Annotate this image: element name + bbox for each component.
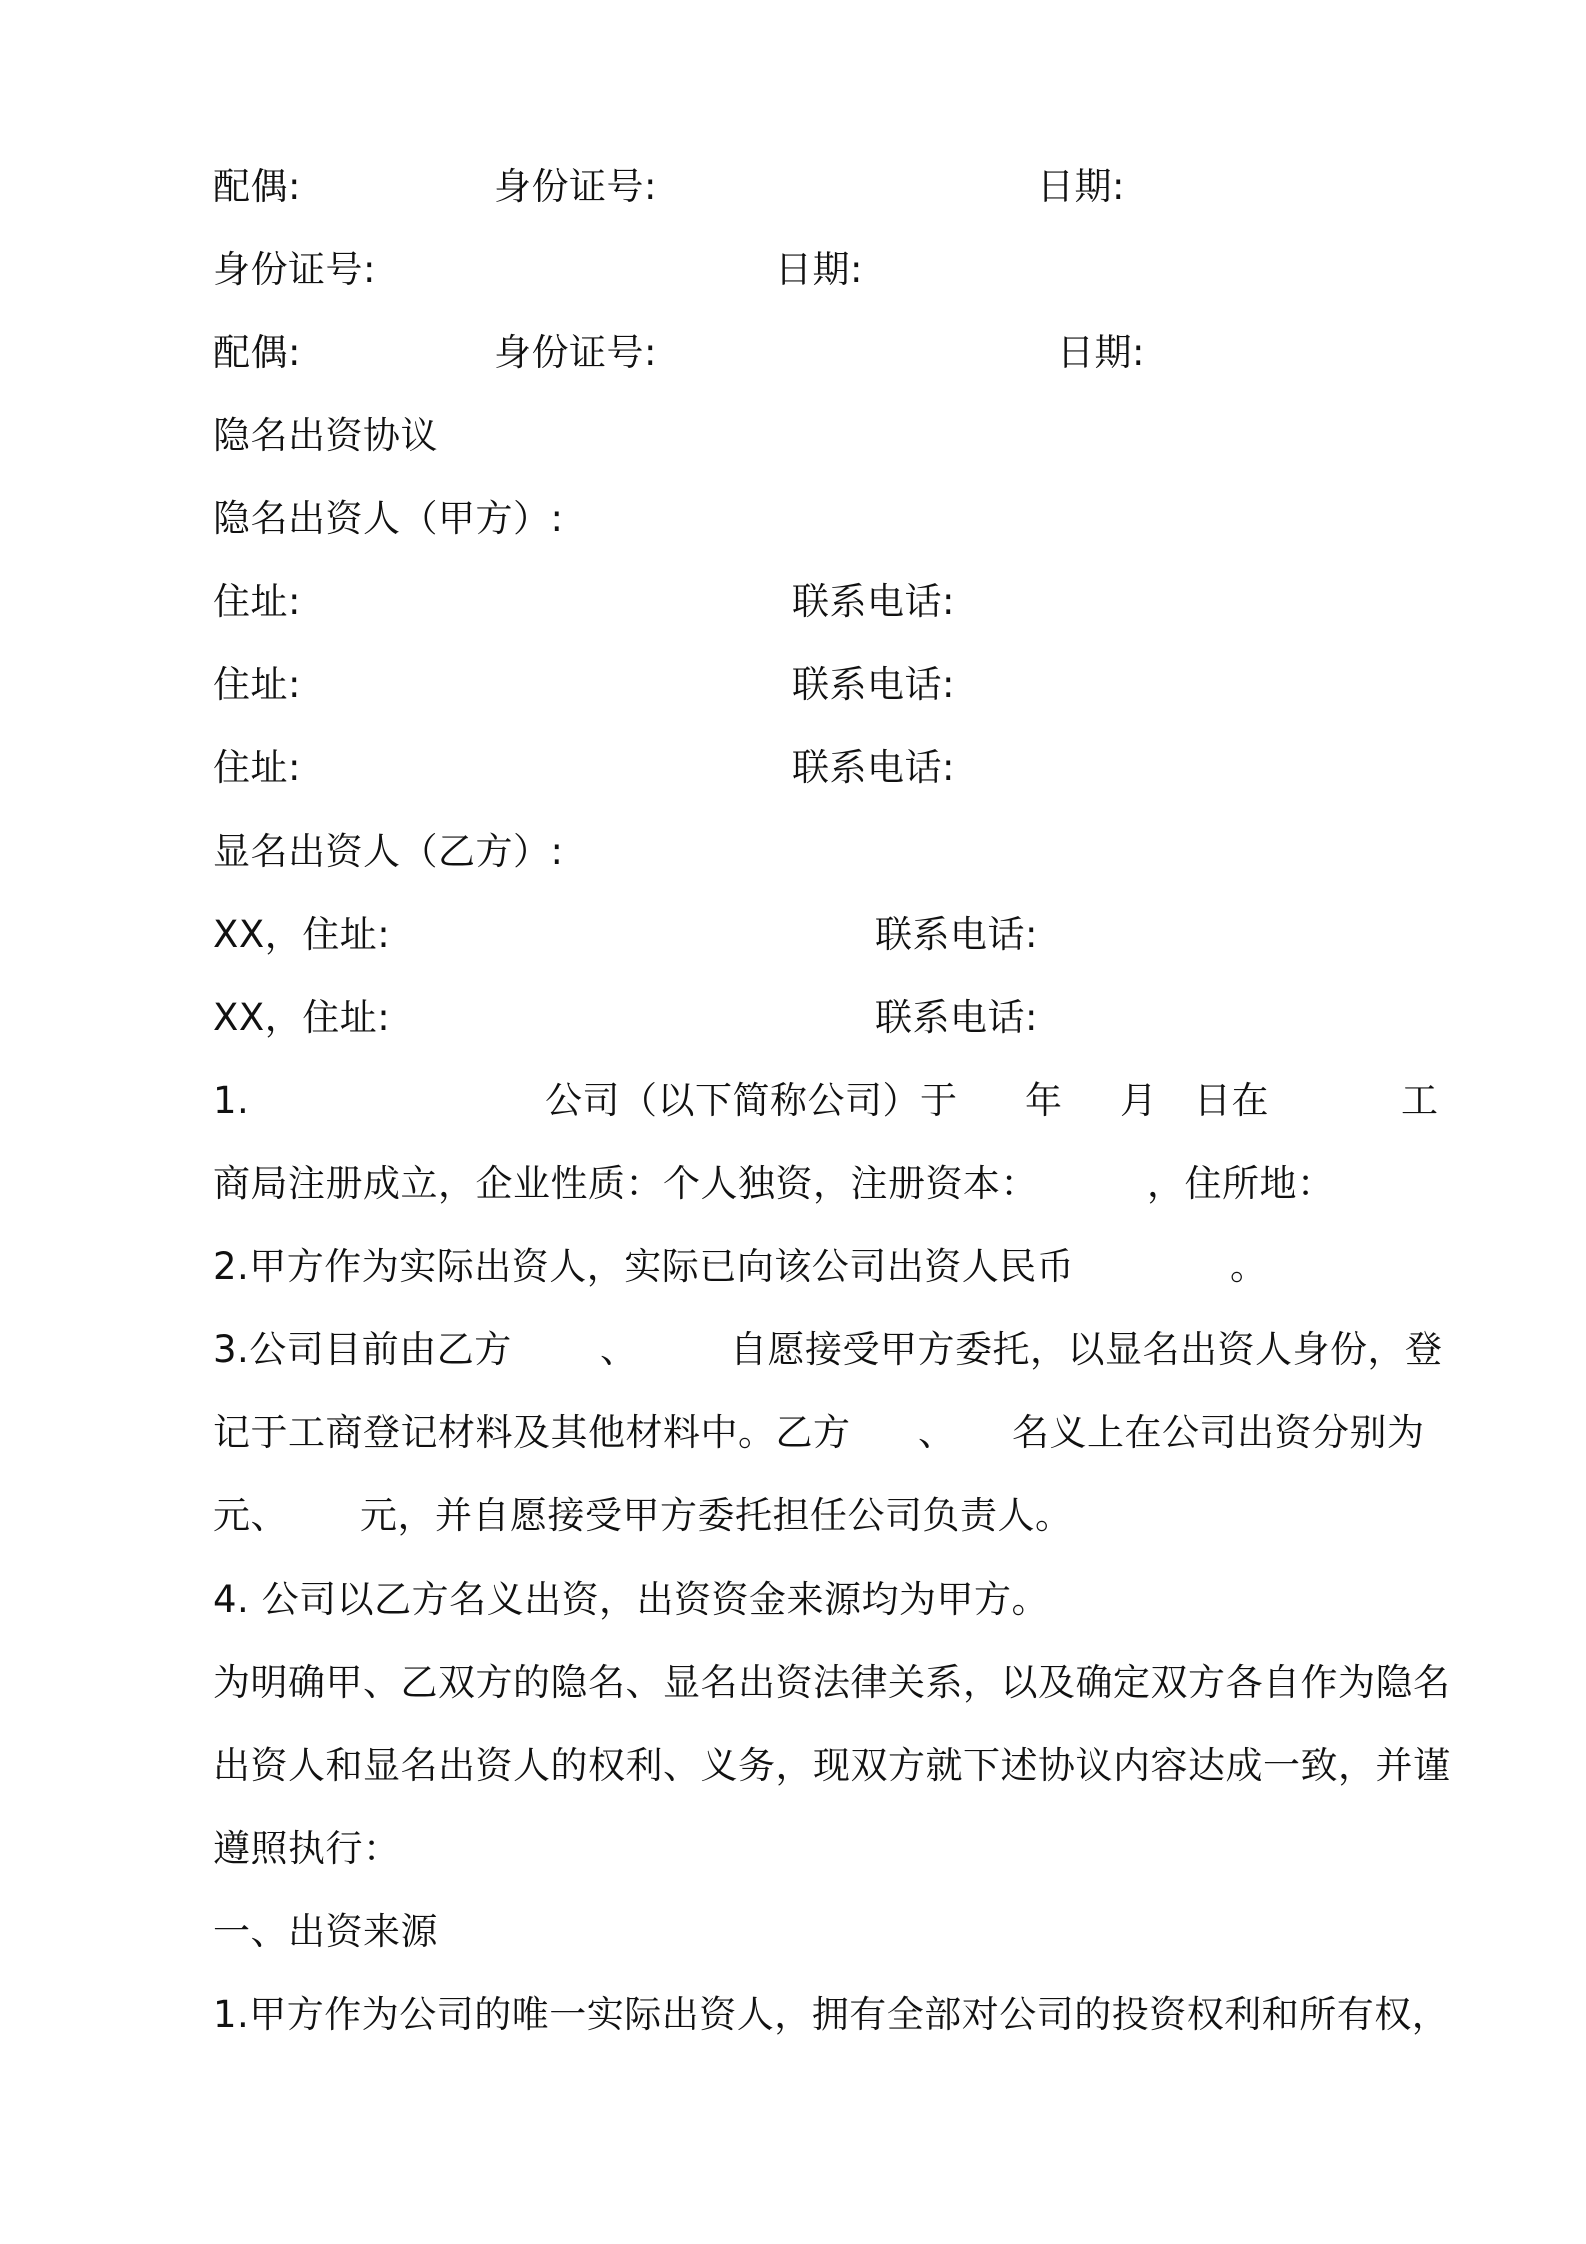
phone-label: 联系电话: [792,663,955,706]
address-label: 住址: [213,580,301,623]
section-1-item: 1.甲方作为公司的唯一实际出资人，拥有全部对公司的投资权利和所有权， [213,1993,1450,2036]
phone-label: 联系电话: [792,580,955,623]
phone-label: 联系电话: [792,746,955,789]
date-label: 日期: [775,248,863,291]
id-number-label: 身份证号: [213,248,376,291]
address-label: XX，住址: [213,913,391,956]
address-label: 住址: [213,663,301,706]
date-label: 日期: [1037,165,1125,208]
clause-2-end: 。 [1230,1245,1268,1288]
id-number-label: 身份证号: [494,165,657,208]
phone-label: 联系电话: [875,913,1038,956]
spouse-label: 配偶: [213,331,301,374]
clause-3-sep: 、 [918,1411,956,1454]
section-heading: 一、出资来源 [213,1910,438,1953]
clause-2-text: 2.甲方作为实际出资人，实际已向该公司出资人民币 [213,1245,1075,1288]
clause-1-year: 年 [1025,1079,1063,1122]
address-label: 住址: [213,746,301,789]
clause-1-number: 1. [213,1079,250,1122]
phone-label: 联系电话: [875,996,1038,1039]
clause-3-text: 3.公司目前由乙方 [213,1328,512,1371]
id-number-label: 身份证号: [494,331,657,374]
date-label: 日期: [1057,331,1145,374]
address-label: XX，住址: [213,996,391,1039]
clause-3-text: 元、 [213,1494,288,1537]
clause-3-text: 记于工商登记材料及其他材料中。乙方 [213,1411,851,1454]
clause-1-day: 日在 [1194,1079,1269,1122]
preamble-line: 为明确甲、乙双方的隐名、显名出资法律关系，以及确定双方各自作为隐名 [213,1661,1451,1704]
clause-1-month: 月 [1120,1079,1158,1122]
clause-1-tail: 工 [1401,1079,1439,1122]
document-title: 隐名出资协议 [213,414,438,457]
clause-3-text: 名义上在公司出资分别为 [1012,1411,1425,1454]
preamble-line: 遵照执行： [213,1827,401,1870]
party-b-heading: 显名出资人（乙方）: [213,830,564,873]
preamble-line: 出资人和显名出资人的权利、义务，现双方就下述协议内容达成一致，并谨 [213,1744,1451,1787]
party-a-heading: 隐名出资人（甲方）: [213,497,564,540]
clause-1-text: 公司（以下简称公司）于 [545,1079,958,1122]
spouse-label: 配偶: [213,165,301,208]
clause-1-text: ，住所地： [1147,1162,1335,1205]
clause-3-sep: 、 [600,1328,638,1371]
clause-4-text: 4. 公司以乙方名义出资，出资资金来源均为甲方。 [213,1578,1050,1621]
clause-1-text: 商局注册成立，企业性质：个人独资，注册资本： [213,1162,1038,1205]
clause-3-text: 元，并自愿接受甲方委托担任公司负责人。 [360,1494,1073,1537]
clause-3-text: 自愿接受甲方委托，以显名出资人身份，登 [730,1328,1443,1371]
